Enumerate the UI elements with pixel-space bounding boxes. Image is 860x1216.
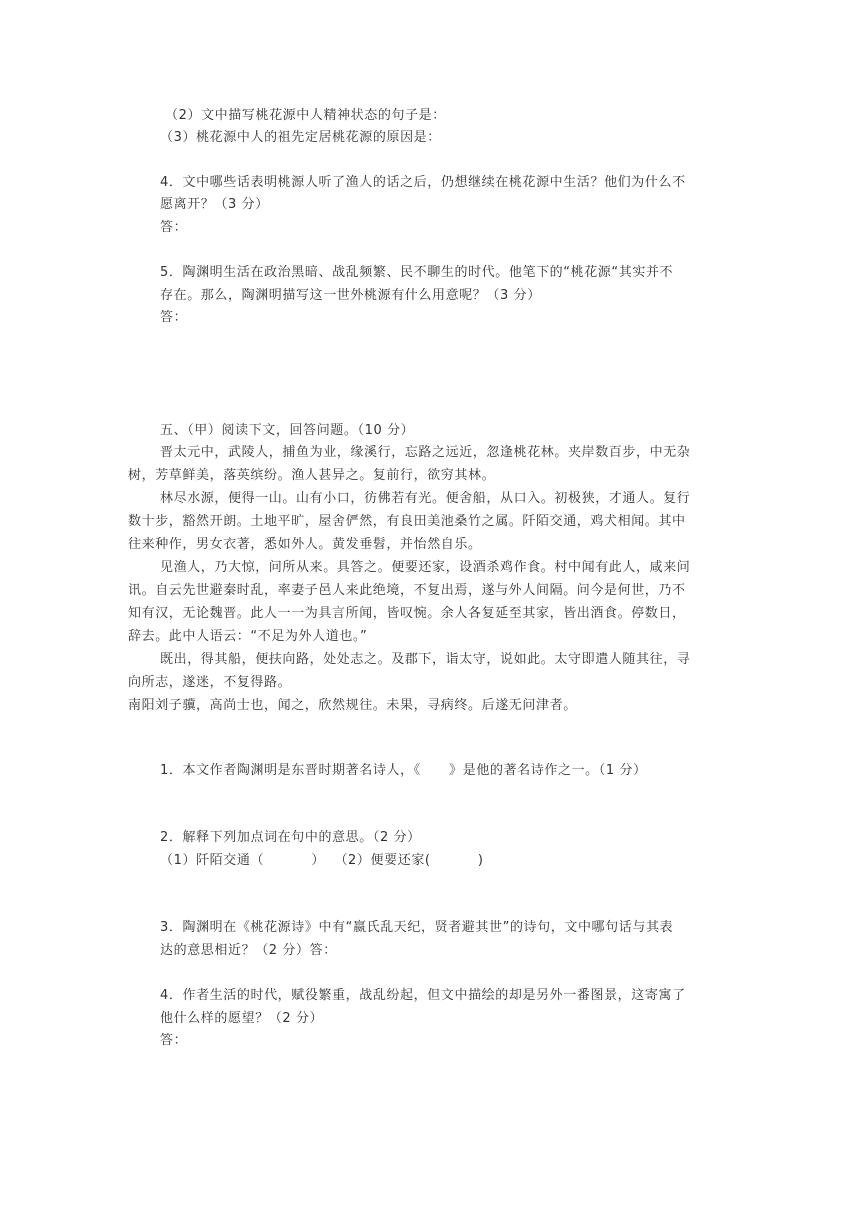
question-5-line2: 存在。那么，陶渊明描写这一世外桃源有什么用意呢？（3 分） xyxy=(160,288,541,303)
subquestion-2: 2．解释下列加点词在句中的意思。（2 分） xyxy=(160,830,421,845)
subquestion-4-line1: 4．作者生活的时代，赋役繁重，战乱纷起，但文中描绘的却是另外一番图景，这寄寓了 xyxy=(160,988,686,1003)
passage-p1-line1: 晋太元中，武陵人，捕鱼为业，缘溪行，忘路之远近，忽逢桃花林。夹岸数百步，中无杂 xyxy=(160,445,691,460)
passage-p2-line1: 林尽水源，便得一山。山有小口，彷佛若有光。便舍船，从口入。初极狭，才通人。复行 xyxy=(160,491,691,506)
section-5-heading: 五、（甲）阅读下文，回答问题。（10 分） xyxy=(160,423,415,438)
question-2-sub: （2）文中描写桃花源中人精神状态的句子是： xyxy=(165,108,446,123)
subquestion-3-line2: 达的意思相近？（2 分）答： xyxy=(160,943,337,958)
passage-p3-line4: 辞去。此中人语云：“不足为外人道也。” xyxy=(128,629,368,644)
question-5-answer: 答： xyxy=(160,310,188,325)
question-5-line1: 5．陶渊明生活在政治黑暗、战乱频繁、民不聊生的时代。他笔下的“桃花源“其实并不 xyxy=(160,265,674,280)
question-4-line2: 愿离开？（3 分） xyxy=(160,197,269,212)
subquestion-4-answer: 答： xyxy=(160,1033,188,1048)
passage-p4-line2: 向所志，遂迷，不复得路。 xyxy=(128,675,292,690)
passage-p5-line1: 南阳刘子骥，高尚士也，闻之，欣然规往。未果，寻病终。后遂无问津者。 xyxy=(128,698,577,713)
question-4-answer: 答： xyxy=(160,220,188,235)
subquestion-2-items: （1）阡陌交通（ ） （2）便要还家( ) xyxy=(160,853,484,868)
passage-p1-line2: 树，芳草鲜美，落英缤纷。渔人甚异之。复前行，欲穷其林。 xyxy=(128,468,496,483)
question-4-line1: 4．文中哪些话表明桃源人听了渔人的话之后，仍想继续在桃花源中生活？他们为什么不 xyxy=(160,175,686,190)
subquestion-1: 1．本文作者陶渊明是东晋时期著名诗人，《 》是他的著名诗作之一。（1 分） xyxy=(160,763,647,778)
passage-p2-line2: 数十步，豁然开朗。土地平旷，屋舍俨然，有良田美池桑竹之属。阡陌交通，鸡犬相闻。其中 xyxy=(128,514,686,529)
subquestion-3-line1: 3．陶渊明在《桃花源诗》中有“嬴氏乱天纪，贤者避其世”的诗句，文中哪句话与其表 xyxy=(160,920,674,935)
passage-p2-line3: 往来种作，男女衣著，悉如外人。黄发垂髫，并怡然自乐。 xyxy=(128,537,482,552)
subquestion-4-line2: 他什么样的愿望？（2 分） xyxy=(160,1011,324,1026)
passage-p3-line2: 讯。自云先世避秦时乱，率妻子邑人来此绝境，不复出焉，遂与外人间隔。问今是何世，乃不 xyxy=(128,583,686,598)
question-3-sub: （3）桃花源中人的祖先定居桃花源的原因是： xyxy=(160,130,441,145)
passage-p3-line1: 见渔人，乃大惊，问所从来。具答之。便要还家，设酒杀鸡作食。村中闻有此人，咸来问 xyxy=(160,560,691,575)
passage-p4-line1: 既出，得其船，便扶向路，处处志之。及郡下，诣太守，说如此。太守即遣人随其往，寻 xyxy=(160,652,691,667)
passage-p3-line3: 知有汉，无论魏晋。此人一一为具言所闻，皆叹惋。余人各复延至其家，皆出酒食。停数日， xyxy=(128,606,686,621)
